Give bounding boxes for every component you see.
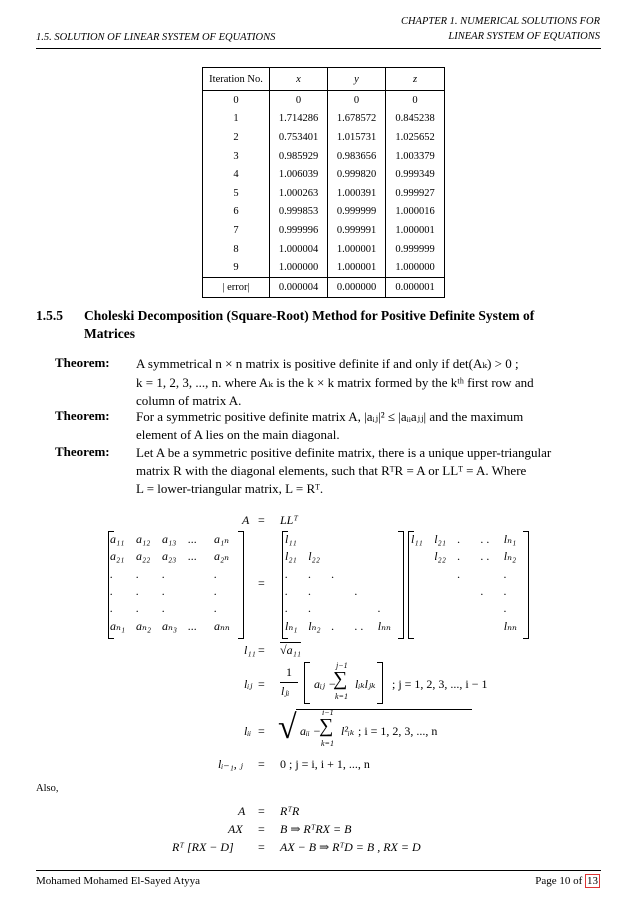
matrix-cell: l₂₂ <box>308 549 320 564</box>
table-error-row <box>203 277 445 297</box>
matrix-cell: . . <box>480 549 490 564</box>
matrix-cell: a₁₁ <box>110 532 125 546</box>
table-cell: 4 <box>203 165 270 184</box>
table-cell: 8 <box>203 240 270 259</box>
matrix-cell: . <box>285 601 288 616</box>
matrix-cell: a₂₁ <box>110 549 125 564</box>
matrix-cell: a₁₂ <box>136 532 151 546</box>
table-row <box>203 203 445 222</box>
matrix-cell: . <box>457 549 461 564</box>
table-header-row <box>203 68 445 91</box>
table-cell: 0.999991 <box>328 221 386 240</box>
matrix-cell: aₙₙ <box>214 618 230 633</box>
matrix-cell: . <box>136 601 139 616</box>
l11-lhs: l₁₁ <box>244 643 256 657</box>
table-cell: 1.000001 <box>328 240 386 259</box>
lii-sum-bot: k=1 <box>321 739 334 748</box>
matrix-cell: a₁₃ <box>162 532 177 546</box>
table-row <box>203 184 445 203</box>
table-header-cell: Iteration No. <box>203 68 270 91</box>
table-cell: 0 <box>270 91 328 110</box>
table-cell: 0.000004 <box>270 277 328 297</box>
matrix-cell: a₂₂ <box>136 549 151 564</box>
matrix-cell: . <box>110 566 113 581</box>
eq-a-lhs: A <box>242 513 250 527</box>
table-cell: 9 <box>203 258 270 277</box>
table-row <box>203 258 445 277</box>
table-cell: 0.999999 <box>328 203 386 222</box>
ax-lhs: AX <box>228 822 243 836</box>
matrix-cell: l₁₁ <box>411 532 423 546</box>
matrix-cell: . <box>110 584 113 598</box>
section-title-line1: Choleski Decomposition (Square-Root) Method for Positive Definite System of <box>84 308 535 323</box>
rtr-rhs: RᵀR <box>280 804 300 818</box>
table-row <box>203 147 445 166</box>
matrix-cell: . <box>331 566 335 581</box>
table-cell: 2 <box>203 128 270 147</box>
table-cell: 0.845238 <box>386 110 445 129</box>
matrix-cell: . <box>308 584 312 598</box>
table-row <box>203 110 445 129</box>
matrix-cell: . <box>162 584 165 598</box>
lij-num: 1 <box>286 665 292 679</box>
table-cell: 0.000000 <box>328 277 386 297</box>
theorem-1-line1: A symmetrical n × n matrix is positive definite if and only if det(Aₖ) > 0 ; <box>136 356 519 371</box>
matrix-cell: . <box>503 584 507 598</box>
table-cell: 0 <box>203 91 270 110</box>
matrix-cell: . <box>214 584 217 598</box>
lij-sum-top: j−1 <box>336 661 348 670</box>
matrix-cell: . <box>285 566 288 581</box>
matrix-a <box>110 532 240 636</box>
ax-eq: = <box>258 822 265 836</box>
lij-body: aᵢⱼ − <box>314 677 337 691</box>
table-cell: 6 <box>203 203 270 222</box>
l11-eq: = <box>258 643 265 657</box>
sqrt-icon: √ <box>278 709 297 746</box>
rt-eq: = <box>258 840 265 854</box>
table-cell: 0 <box>328 91 386 110</box>
lii-body: aᵢᵢ − <box>300 724 321 738</box>
lij-sum-term: lᵢₖlⱼₖ <box>355 677 376 691</box>
section-title-line2: Matrices <box>84 326 135 341</box>
table-cell: 1.015731 <box>328 128 386 147</box>
matrix-eq-sign: = <box>258 576 265 590</box>
theorem-3-line3: L = lower-triangular matrix, L = Rᵀ. <box>136 481 324 496</box>
footer-rule <box>36 870 601 871</box>
table-row <box>203 128 445 147</box>
table-cell: 1.000263 <box>270 184 328 203</box>
table-cell: 0.999999 <box>386 240 445 259</box>
rt-rhs: AX − B ⇒ RᵀD = B , RX = D <box>280 840 421 854</box>
matrix-cell: aₙ₁ <box>110 618 126 633</box>
table-cell: 5 <box>203 184 270 203</box>
table-cell: 1.000001 <box>386 221 445 240</box>
matrix-cell: . <box>285 584 288 598</box>
rt-lhs: Rᵀ [RX − D] <box>172 840 234 854</box>
table-cell: 0.000001 <box>386 277 445 297</box>
l11-rhs: √a₁₁ <box>280 643 301 657</box>
sum-icon: ∑ <box>319 715 334 737</box>
matrix-cell: ... <box>188 549 197 564</box>
lii-cond: ; i = 1, 2, 3, ..., n <box>358 724 438 738</box>
page-label: Page 10 of <box>535 875 585 887</box>
matrix-cell: . <box>480 584 484 598</box>
table-cell: 3 <box>203 147 270 166</box>
matrix-cell: ... <box>188 532 197 546</box>
matrix-cell: . <box>503 601 507 616</box>
table-cell: 0.999349 <box>386 165 445 184</box>
matrix-cell: a₂ₙ <box>214 549 230 564</box>
section-number: 1.5.5 <box>36 308 63 323</box>
matrix-cell: lₙ₁ <box>285 618 298 633</box>
matrix-cell: . . <box>354 618 364 633</box>
matrix-cell: aₙ₂ <box>136 618 152 633</box>
theorem-2-label: Theorem: <box>55 408 110 423</box>
matrix-cell: . <box>331 618 335 633</box>
lii-lhs: lᵢᵢ <box>244 724 252 738</box>
table-cell: | error| <box>203 277 270 297</box>
table-cell: 1.678572 <box>328 110 386 129</box>
lii-eq: = <box>258 724 265 738</box>
matrix-cell: l₂₂ <box>434 549 446 564</box>
matrix-cell: lₙ₂ <box>503 549 517 564</box>
matrix-cell: a₁ₙ <box>214 532 230 546</box>
matrix-cell: . <box>162 601 165 616</box>
footer-page <box>535 875 600 887</box>
lij-den: lⱼᵢ <box>281 684 290 698</box>
matrix-cell: . <box>214 601 217 616</box>
zero-rhs: 0 ; j = i, i + 1, ..., n <box>280 757 370 771</box>
matrix-lt <box>411 532 527 636</box>
lij-eq: = <box>258 677 265 691</box>
matrix-cell: . <box>214 566 217 581</box>
header-rule <box>36 48 601 49</box>
table-cell: 1.000391 <box>328 184 386 203</box>
header-right-line2: LINEAR SYSTEM OF EQUATIONS <box>448 31 600 42</box>
theorem-1-line2: k = 1, 2, 3, ..., n. where Aₖ is the k × k matrix formed by the kᵗʰ first row and <box>136 375 534 390</box>
rtr-eq: = <box>258 804 265 818</box>
header-left: 1.5. SOLUTION OF LINEAR SYSTEM OF EQUATIONS <box>36 32 276 43</box>
zero-eq: = <box>258 757 265 771</box>
table-header-cell: x <box>270 68 328 91</box>
table-cell: 0 <box>386 91 445 110</box>
theorem-2-line2: element of A lies on the main diagonal. <box>136 427 340 442</box>
matrix-cell: . <box>308 566 312 581</box>
matrix-l <box>285 532 401 636</box>
table-cell: 0.983656 <box>328 147 386 166</box>
table-row <box>203 91 445 110</box>
also-label: Also, <box>36 783 59 794</box>
matrix-cell: a₂₃ <box>162 549 177 564</box>
table-cell: 1.000000 <box>270 258 328 277</box>
zero-lhs: lᵢ₋₁, ⱼ <box>218 757 243 771</box>
eq-llt-rhs: LLᵀ <box>280 513 298 527</box>
table-header-cell: y <box>328 68 386 91</box>
table-row <box>203 221 445 240</box>
table-cell: 1.714286 <box>270 110 328 129</box>
matrix-cell: l₂₁ <box>285 549 297 564</box>
table-cell: 0.999927 <box>386 184 445 203</box>
table-cell: 0.985929 <box>270 147 328 166</box>
matrix-cell: l₂₁ <box>434 532 446 546</box>
matrix-cell: . <box>136 566 139 581</box>
matrix-cell: lₙ₂ <box>308 618 321 633</box>
matrix-cell: . <box>377 601 381 616</box>
matrix-cell: lₙₙ <box>377 618 391 633</box>
lii-sum-top: i−1 <box>322 708 334 717</box>
table-cell: 1.000004 <box>270 240 328 259</box>
ax-rhs: B ⇒ RᵀRX = B <box>280 822 352 836</box>
matrix-cell: l₁₁ <box>285 532 297 546</box>
table-row <box>203 165 445 184</box>
matrix-cell: lₙ₁ <box>503 532 517 546</box>
lij-fraction-bar <box>280 682 298 683</box>
matrix-cell: . <box>457 566 461 581</box>
matrix-cell: . <box>162 566 165 581</box>
matrix-cell: . <box>308 601 312 616</box>
theorem-2-line1: For a symmetric positive definite matrix A, |aᵢⱼ|² ≤ |aᵢᵢaⱼⱼ| and the maximum <box>136 409 524 424</box>
rtr-lhs: A <box>238 804 246 818</box>
header-right-line1: CHAPTER 1. NUMERICAL SOLUTIONS FOR <box>400 16 600 27</box>
table-cell: 0.999996 <box>270 221 328 240</box>
table-cell: 0.999853 <box>270 203 328 222</box>
table-cell: 1.006039 <box>270 165 328 184</box>
theorem-3-line1: Let A be a symmetric positive definite matrix, there is a unique upper-triangular <box>136 445 552 460</box>
table-cell: 1.025652 <box>386 128 445 147</box>
table-cell: 1 <box>203 110 270 129</box>
page-total-link[interactable]: 13 <box>587 875 598 887</box>
table-cell: 1.000001 <box>328 258 386 277</box>
theorem-3-line2: matrix R with the diagonal elements, such that RᵀR = A or LLᵀ = A. Where <box>136 463 527 478</box>
table-cell: 0.753401 <box>270 128 328 147</box>
lij-lhs: lᵢⱼ <box>244 677 253 691</box>
table-cell: 1.003379 <box>386 147 445 166</box>
theorem-1-line3: column of matrix A. <box>136 393 242 408</box>
table-header-cell: z <box>386 68 445 91</box>
table-cell: 0.999820 <box>328 165 386 184</box>
matrix-cell: . <box>110 601 113 616</box>
matrix-cell: . <box>136 584 139 598</box>
lij-left-bracket <box>304 662 310 704</box>
matrix-cell: . <box>354 584 358 598</box>
theorem-1-label: Theorem: <box>55 355 110 370</box>
iteration-table <box>202 67 445 298</box>
lij-cond: ; j = 1, 2, 3, ..., i − 1 <box>392 677 488 691</box>
footer-author: Mohamed Mohamed El-Sayed Atyya <box>36 875 201 887</box>
lij-sum-bot: k=1 <box>335 692 348 701</box>
matrix-cell: ... <box>188 618 197 633</box>
table-cell: 7 <box>203 221 270 240</box>
matrix-cell: . <box>503 566 507 581</box>
table-cell: 1.000016 <box>386 203 445 222</box>
table-cell: 1.000000 <box>386 258 445 277</box>
theorem-3-label: Theorem: <box>55 444 110 459</box>
lij-right-bracket <box>377 662 383 704</box>
matrix-cell: lₙₙ <box>503 618 517 633</box>
table-row <box>203 240 445 259</box>
matrix-cell: . <box>457 532 461 546</box>
matrix-cell: aₙ₃ <box>162 618 178 633</box>
eq-sign: = <box>258 513 265 527</box>
sum-icon: ∑ <box>333 668 348 690</box>
matrix-cell: . . <box>480 532 490 546</box>
lii-sum-term: l²ᵢₖ <box>341 724 355 738</box>
